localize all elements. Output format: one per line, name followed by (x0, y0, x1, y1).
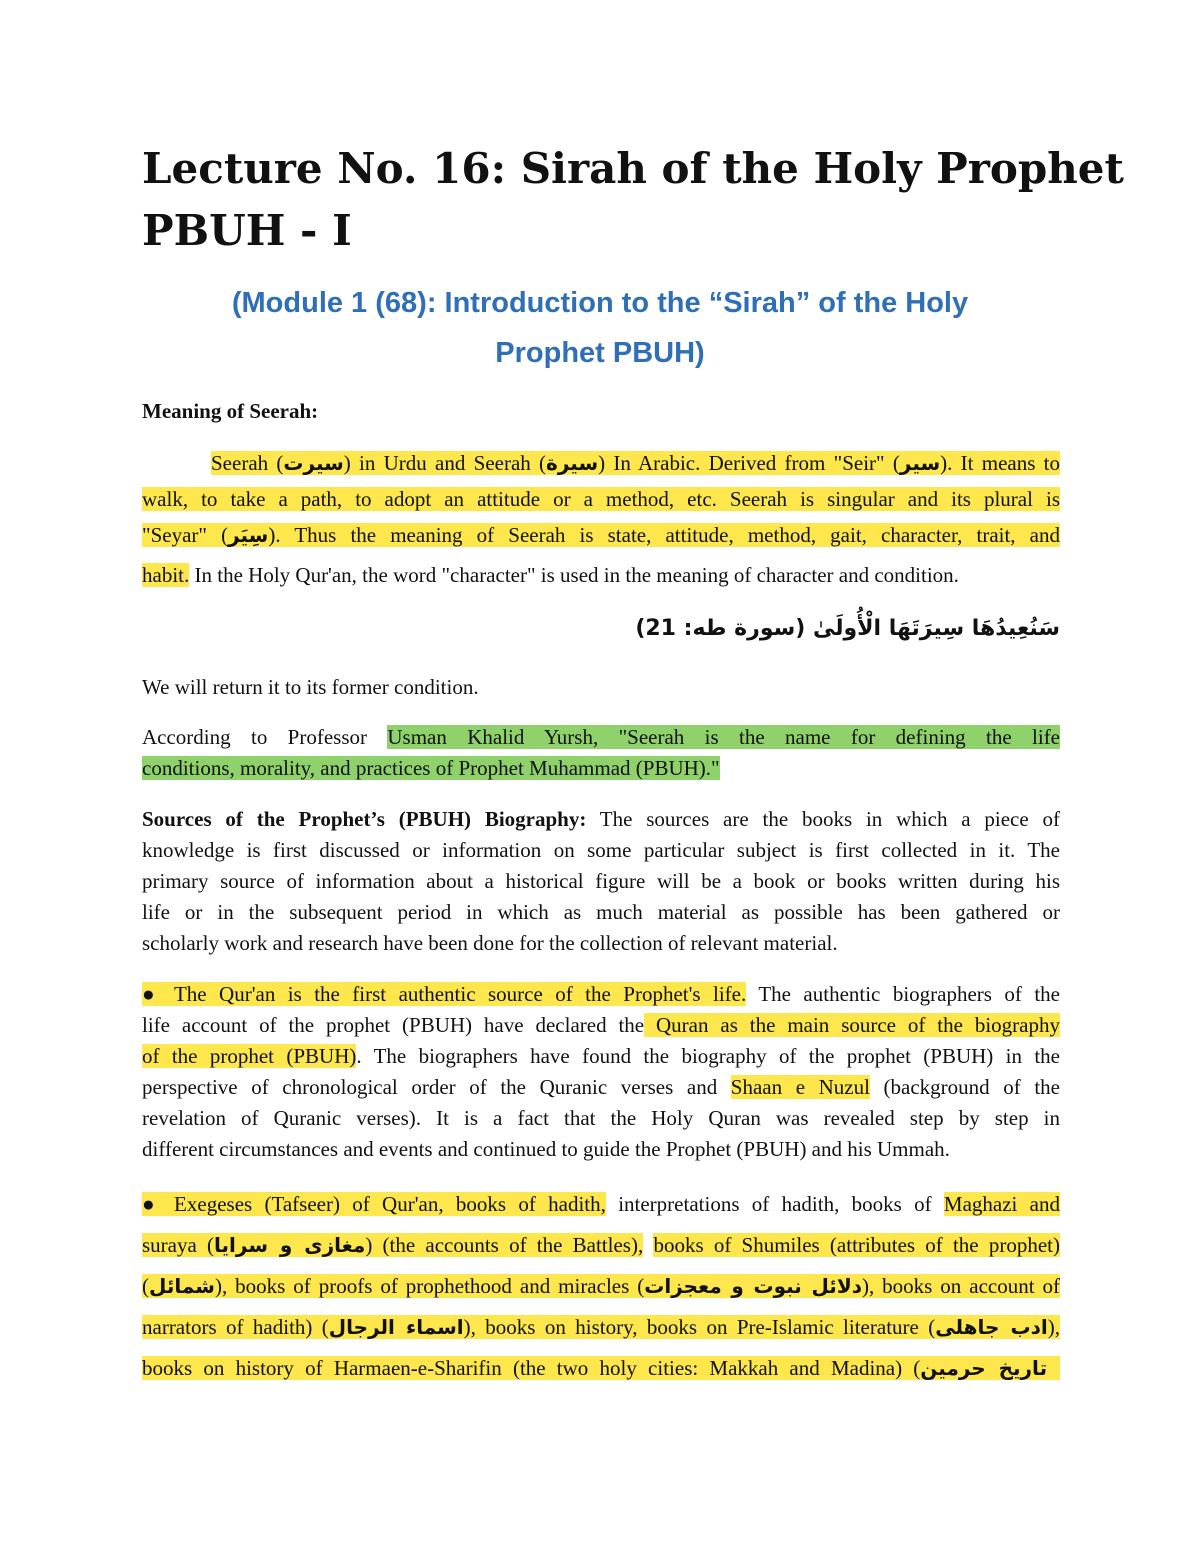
para-line: different circumstances and events and continued to guide the Prophet (PBUH) and his Ummah. (142, 1137, 950, 1161)
quran-verse: سَنُعِيدُهَا سِيرَتَهَا الْأُولَىٰ (سورة طه: 21) (635, 616, 1060, 641)
arabic-term: ادب جاهلی (935, 1315, 1048, 1339)
bullet-icon: ● (142, 1192, 162, 1216)
text-run: interpretations of hadith, books of (605, 1192, 944, 1216)
para-line (142, 1041, 1060, 1072)
para-line (142, 481, 1060, 517)
text-run: Shaan e Nuzul (730, 1075, 870, 1099)
text-run: (background of the (869, 1075, 1061, 1099)
title-line-2: PBUH - I (142, 206, 352, 255)
text-run: narrators of hadith) ( (142, 1315, 329, 1339)
text-run: ) In Arabic. Derived from "Seir" ( (598, 451, 900, 475)
arabic-term: دلائل نبوت و معجزات (644, 1274, 862, 1298)
arabic-term: سیر (899, 451, 941, 475)
text-run: ). Thus the meaning of Seerah is state, attitude, method, gait, character, trait, and (268, 523, 1060, 547)
para-line: primary source of information about a historical figure will be a book or books written during his (142, 869, 1060, 893)
para-line (142, 753, 1060, 784)
text-run: ), books of proofs of prophethood and miracles ( (214, 1274, 645, 1298)
subtitle-line-2: Prophet PBUH) (495, 337, 705, 369)
other-sources-bullet (142, 1184, 1060, 1389)
text-run: In the Holy Qur'an, the word "character" is used in the meaning of character and condition. (189, 563, 959, 587)
text-run: books of Shumiles (attributes of the prophet) (653, 1233, 1060, 1257)
para-line: life or in the subsequent period in which as much material as possible has been gathered or (142, 900, 1060, 924)
text-run: ) in Urdu and Seerah ( (343, 451, 547, 475)
text-run: ), books on history, books on Pre-Islamic literature ( (463, 1315, 936, 1339)
text-run: conditions, morality, and practices of Prophet Muhammad (PBUH)." (142, 756, 720, 780)
para-line (142, 722, 1060, 753)
text-run: The authentic biographers of the (746, 982, 1060, 1006)
text-run: ), (1047, 1315, 1061, 1339)
text-run: habit. (142, 563, 190, 587)
para-line (142, 1225, 1060, 1266)
subtitle-line-1: (Module 1 (68): Introduction to the “Sirah” of the Holy (231, 287, 969, 319)
arabic-term: مغازی و سرایا (214, 1233, 366, 1257)
text-run: According to Professor (142, 725, 388, 749)
text-run: ). It means to (940, 451, 1061, 475)
text-run: Usman Khalid Yursh, "Seerah is the name for defining the life (387, 725, 1061, 749)
para-line (142, 1010, 1060, 1041)
para-line (142, 1348, 1060, 1389)
text-run: walk, to take a path, to adopt an attitude or a method, etc. Seerah is singular and its plural is (142, 487, 1060, 511)
para-line (142, 1184, 1060, 1225)
para-line: revelation of Quranic verses). It is a fact that the Holy Quran was revealed step by step in (142, 1106, 1060, 1130)
module-subtitle (142, 278, 1058, 378)
text-run: ( (142, 1274, 149, 1298)
text-run: ) (the accounts of the Battles), (365, 1233, 644, 1257)
para-line (142, 517, 1060, 553)
para-line: knowledge is first discussed or information on some particular subject is first collected in it. The (142, 838, 1060, 862)
para-line: scholarly work and research have been done for the collection of relevant material. (142, 931, 838, 955)
meaning-heading: Meaning of Seerah: (142, 399, 319, 423)
text-run (643, 1233, 653, 1257)
text-run: ), books on account of (861, 1274, 1060, 1298)
para-line (142, 1307, 1060, 1348)
text-run: Seerah ( (211, 451, 284, 475)
seerah-meaning-paragraph (142, 445, 1060, 593)
bullet-icon: ● (142, 982, 162, 1006)
text-run: perspective of chronological order of the Quranic verses and (142, 1075, 731, 1099)
text-run: . The biographers have found the biography of the prophet (PBUH) in the (356, 1044, 1060, 1068)
arabic-term: سِيَر (228, 523, 269, 547)
text-run: of the prophet (PBUH) (142, 1044, 357, 1068)
text-run: Exegeses (Tafseer) of Qur'an, books of hadith, (161, 1192, 606, 1216)
para-line (142, 804, 1060, 835)
para-line (142, 557, 1060, 593)
arabic-term: سیرة (546, 451, 599, 475)
text-run: Maghazi and (943, 1192, 1060, 1216)
text-run: suraya ( (142, 1233, 215, 1257)
sources-heading: Sources of the Prophet’s (PBUH) Biography: (142, 807, 587, 831)
text-run: Quran as the main source of the biography (644, 1013, 1060, 1037)
lecture-title (142, 138, 1124, 262)
verse-translation: We will return it to its former condition. (142, 675, 479, 699)
para-line (142, 445, 1060, 481)
text-run: The sources are the books in which a piece of (586, 807, 1061, 831)
text-run: The Qur'an is the first authentic source of the Prophet's life. (161, 982, 747, 1006)
para-line (142, 1072, 1060, 1103)
para-line (142, 1266, 1060, 1307)
yursh-quote-paragraph (142, 722, 1060, 784)
text-run: books on history of Harmaen-e-Sharifin (the two holy cities: Makkah and Madina) ( (142, 1356, 921, 1380)
text-run: life account of the prophet (PBUH) have declared the (142, 1013, 645, 1037)
arabic-term: اسماء الرجال (328, 1315, 464, 1339)
text-run: "Seyar" ( (142, 523, 229, 547)
arabic-term: سیرت (283, 451, 344, 475)
sources-paragraph (142, 804, 1060, 959)
arabic-term: شمائل (149, 1274, 215, 1298)
arabic-term: تاریخ حرمین (920, 1356, 1060, 1380)
title-line-1: Lecture No. 16: Sirah of the Holy Prophet (142, 144, 1124, 193)
quran-source-bullet (142, 979, 1060, 1165)
para-line (142, 979, 1060, 1010)
